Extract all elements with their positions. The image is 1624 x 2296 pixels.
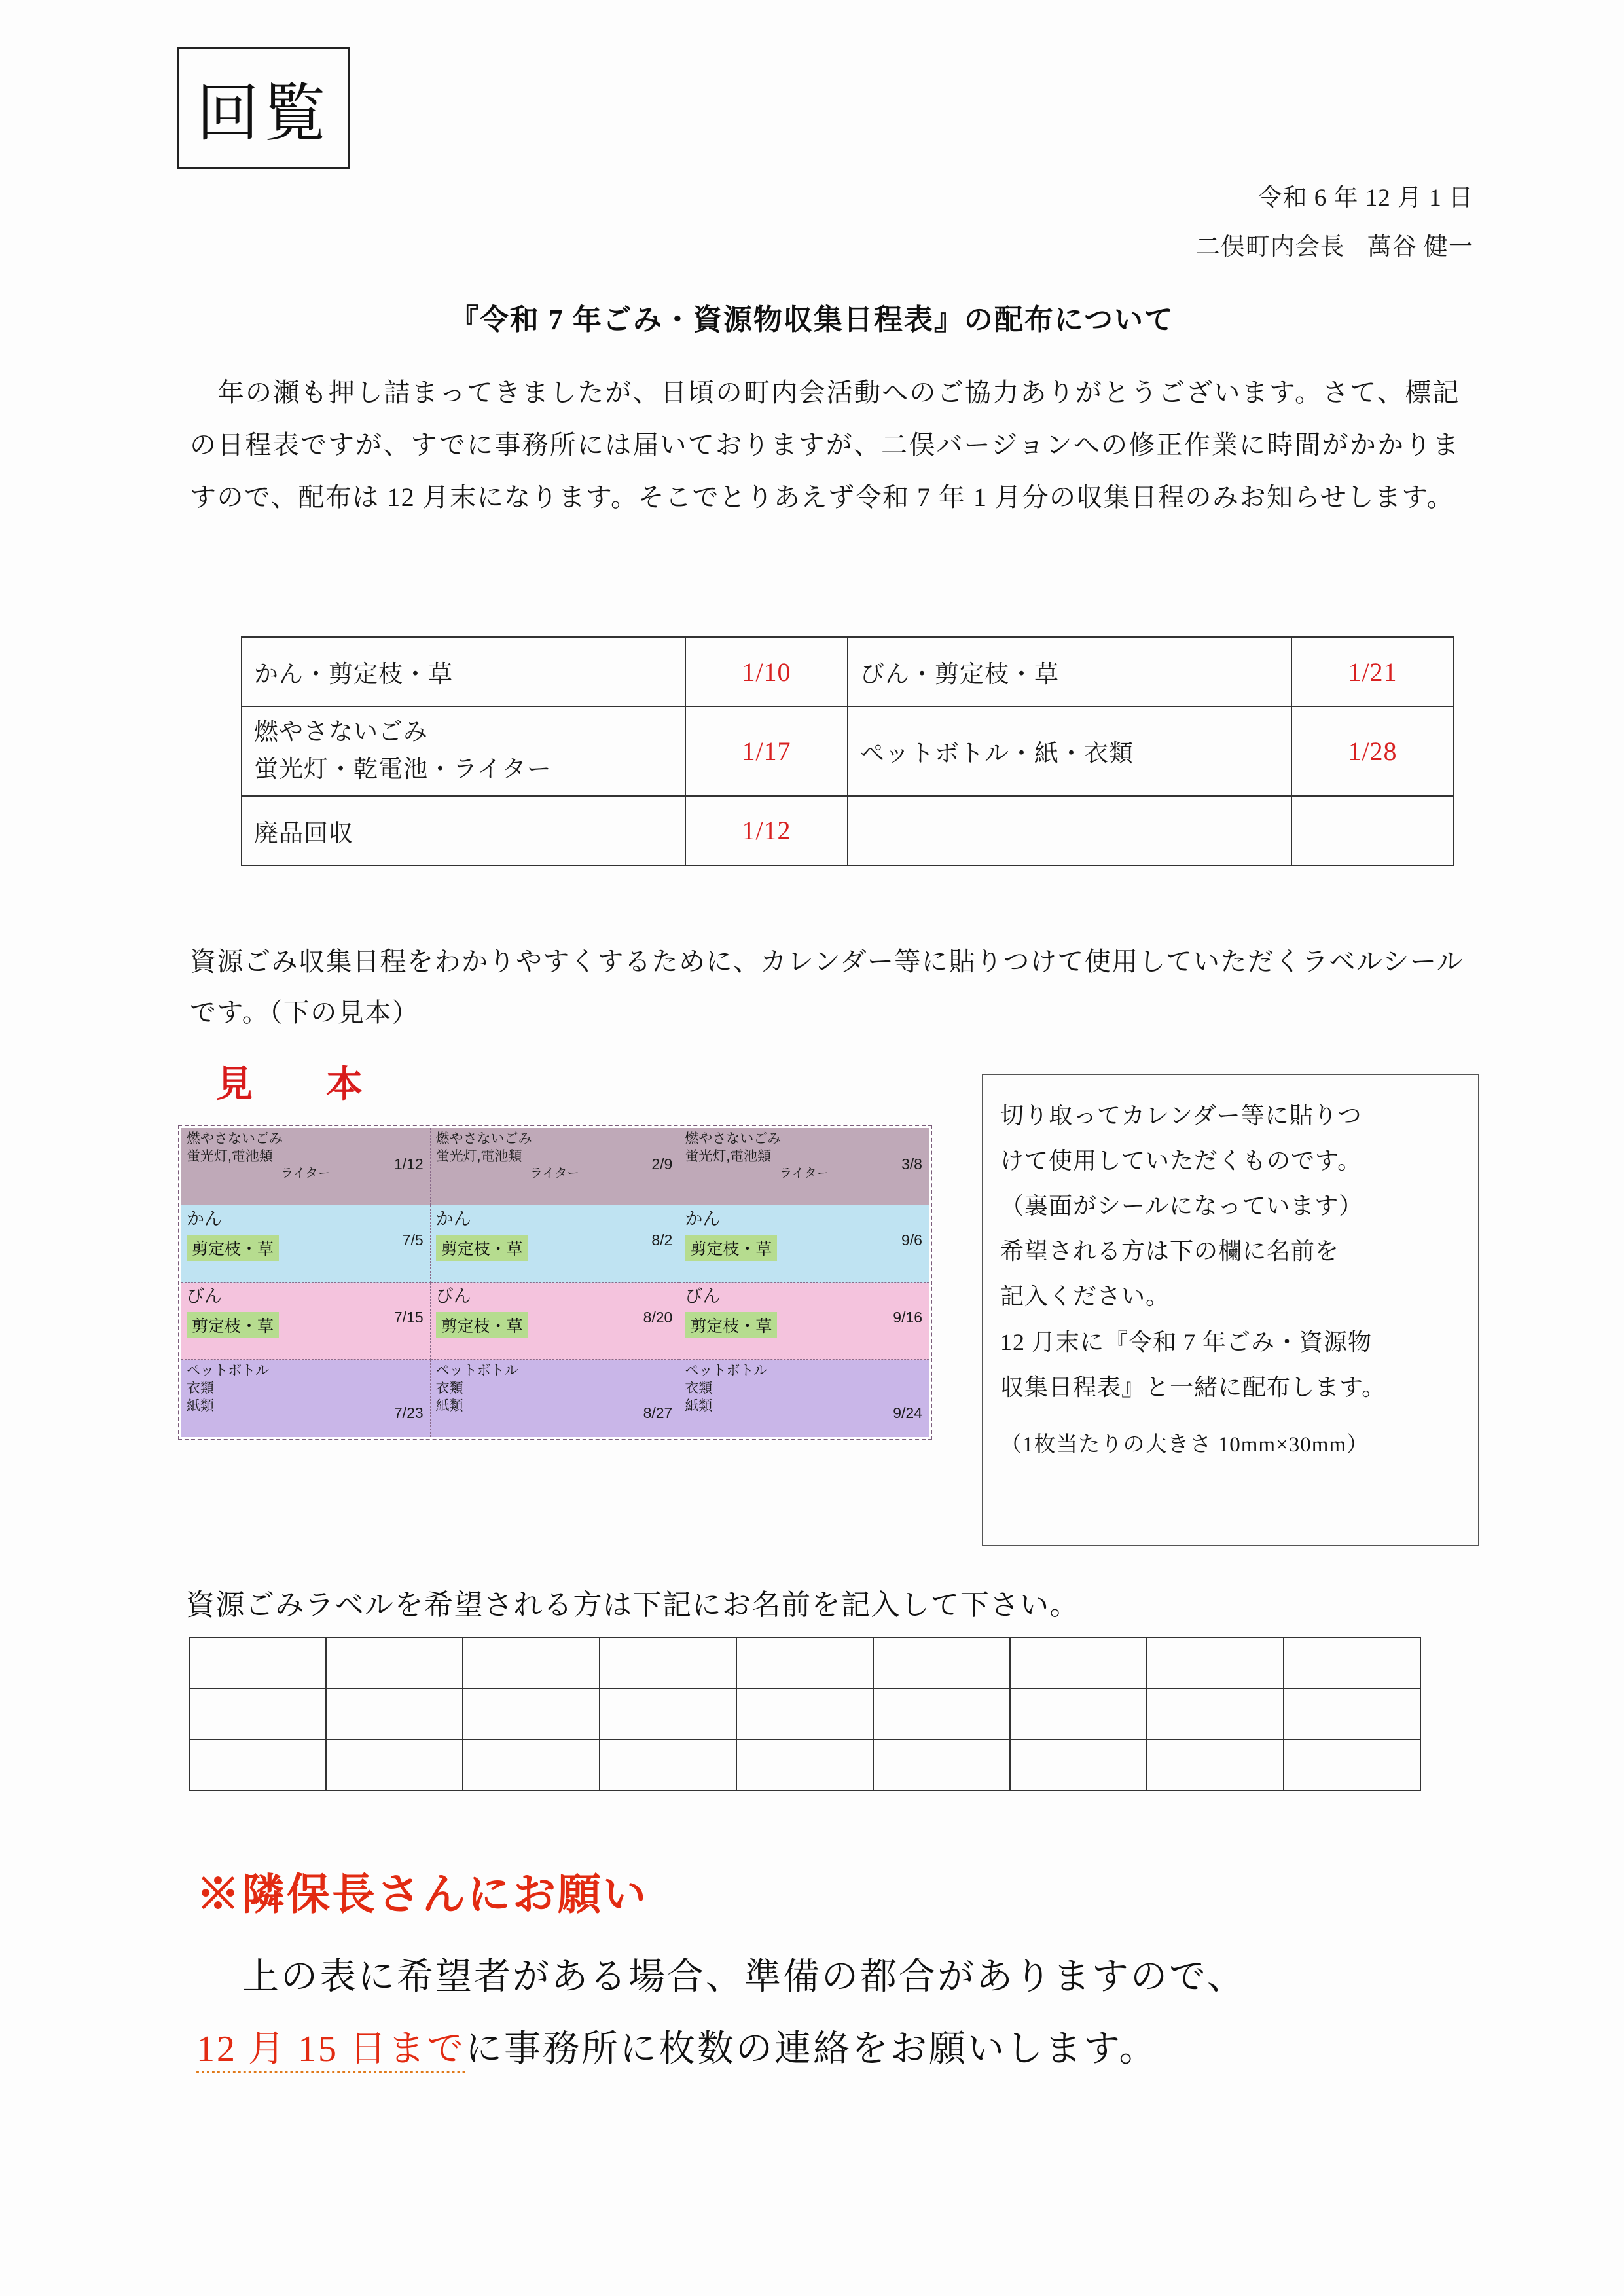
explanation-line5: 記入ください。 bbox=[1000, 1283, 1170, 1310]
row3-right-label bbox=[848, 796, 1291, 866]
name-cell[interactable] bbox=[736, 1637, 873, 1688]
sticker-line2: 衣類 bbox=[685, 1380, 713, 1396]
sticker-cell bbox=[431, 1360, 680, 1437]
sticker-date: 8/27 bbox=[643, 1404, 673, 1421]
sticker-date: 9/16 bbox=[893, 1309, 922, 1326]
row1-left-label: かん・剪定枝・草 bbox=[242, 637, 685, 706]
explanation-box bbox=[982, 1074, 1479, 1546]
name-cell[interactable] bbox=[873, 1637, 1010, 1688]
sticker-date: 8/20 bbox=[643, 1309, 673, 1326]
name-cell[interactable] bbox=[326, 1637, 463, 1688]
sticker-sample-sheet bbox=[178, 1125, 932, 1440]
name-grid-row[interactable] bbox=[189, 1637, 1420, 1688]
sticker-date: 2/9 bbox=[651, 1156, 673, 1173]
row2-left-label-line1: 燃やさないごみ bbox=[254, 719, 428, 746]
row2-left-label-line2: 蛍光灯・乾電池・ライター bbox=[254, 756, 552, 784]
name-cell[interactable] bbox=[189, 1688, 326, 1740]
sticker-line1: 燃やさないごみ bbox=[685, 1131, 782, 1146]
sticker-line1: かん bbox=[435, 1209, 471, 1229]
row2-left-label bbox=[242, 706, 685, 796]
name-grid-row[interactable] bbox=[189, 1740, 1420, 1791]
sticker-cell bbox=[679, 1360, 929, 1437]
explanation-line6: 12 月末に『令和 7 年ごみ・資源物 bbox=[1000, 1328, 1373, 1355]
explanation-line1: 切り取ってカレンダー等に貼りつ bbox=[1000, 1102, 1362, 1129]
sticker-line1: ペットボトル bbox=[435, 1363, 518, 1378]
sticker-line2: 衣類 bbox=[435, 1380, 463, 1396]
sticker-line1: びん bbox=[435, 1286, 471, 1306]
sticker-line2: 蛍光灯,電池類 bbox=[685, 1148, 772, 1164]
name-cell[interactable] bbox=[326, 1740, 463, 1791]
sticker-line2: 剪定枝・草 bbox=[685, 1235, 777, 1261]
explanation-line2: けて使用していただくものです。 bbox=[1000, 1148, 1362, 1175]
page-title: 『令和 7 年ごみ・資源物収集日程表』の配布について bbox=[449, 304, 1175, 336]
sticker-line1: かん bbox=[187, 1209, 222, 1229]
issuer-name: 萬谷 健一 bbox=[1367, 233, 1473, 261]
sticker-date: 7/5 bbox=[402, 1231, 424, 1248]
notice-title: ※隣保長さんにお願い bbox=[196, 1871, 648, 1919]
row2-left-date: 1/17 bbox=[685, 706, 848, 796]
sticker-date: 8/2 bbox=[651, 1231, 673, 1248]
notice-line2 bbox=[196, 2020, 1158, 2072]
name-cell[interactable] bbox=[1010, 1740, 1147, 1791]
sticker-line3: 紙類 bbox=[685, 1398, 713, 1413]
sticker-line3: ライター bbox=[779, 1166, 829, 1180]
sticker-grid bbox=[181, 1128, 929, 1437]
name-cell[interactable] bbox=[1284, 1637, 1420, 1688]
name-cell[interactable] bbox=[189, 1740, 326, 1791]
name-cell[interactable] bbox=[873, 1688, 1010, 1740]
sticker-line2: 蛍光灯,電池類 bbox=[435, 1148, 522, 1164]
sticker-date: 9/24 bbox=[893, 1404, 922, 1421]
sticker-line3: 紙類 bbox=[435, 1398, 463, 1413]
sticker-line1: びん bbox=[187, 1286, 222, 1306]
name-cell[interactable] bbox=[463, 1740, 600, 1791]
document-header bbox=[1196, 177, 1473, 269]
name-cell[interactable] bbox=[189, 1637, 326, 1688]
name-cell[interactable] bbox=[873, 1740, 1010, 1791]
sticker-line3: ライター bbox=[281, 1166, 331, 1180]
name-cell[interactable] bbox=[1010, 1637, 1147, 1688]
sticker-line2: 剪定枝・草 bbox=[436, 1312, 528, 1338]
row3-left-date: 1/12 bbox=[685, 796, 848, 866]
name-cell[interactable] bbox=[1284, 1688, 1420, 1740]
row3-right-date bbox=[1291, 796, 1454, 866]
sticker-line2: 剪定枝・草 bbox=[187, 1235, 279, 1261]
circulation-stamp-label: 回覧 bbox=[196, 76, 330, 150]
sticker-line1: びん bbox=[685, 1286, 721, 1306]
name-request-text: 資源ごみラベルを希望される方は下記にお名前を記入して下さい。 bbox=[186, 1589, 1079, 1621]
sticker-line2: 剪定枝・草 bbox=[187, 1312, 279, 1338]
sticker-date: 7/15 bbox=[393, 1309, 424, 1326]
sticker-line1: 燃やさないごみ bbox=[187, 1131, 283, 1146]
name-grid-row[interactable] bbox=[189, 1688, 1420, 1740]
sticker-cell bbox=[679, 1205, 929, 1283]
january-schedule-table bbox=[241, 636, 1454, 866]
body-paragraph-text: 年の瀬も押し詰まってきましたが、日頃の町内会活動へのご協力ありがとうございます。さて、標記の日程表ですが、すでに事務所には届いておりますが、二俣バージョンへの修正作業に時間がかかりますので、配布は 12 月末になります。そこでとりあえず令和 7 年 1 月分の収集日程のみお知らせします。 bbox=[190, 378, 1460, 512]
name-entry-grid[interactable] bbox=[189, 1637, 1421, 1791]
sticker-cell bbox=[181, 1360, 431, 1437]
sticker-date: 1/12 bbox=[393, 1156, 424, 1173]
name-cell[interactable] bbox=[1010, 1688, 1147, 1740]
explanation-line3: （裏面がシールになっています） bbox=[1000, 1193, 1363, 1220]
name-cell[interactable] bbox=[1284, 1740, 1420, 1791]
sticker-line1: 燃やさないごみ bbox=[435, 1131, 532, 1146]
name-cell[interactable] bbox=[600, 1688, 736, 1740]
explanation-line4: 希望される方は下の欄に名前を bbox=[1000, 1238, 1340, 1265]
sticker-line3: ライター bbox=[530, 1166, 580, 1180]
sticker-cell bbox=[431, 1128, 680, 1205]
sticker-line1: ペットボトル bbox=[685, 1363, 768, 1378]
sticker-cell bbox=[431, 1205, 680, 1283]
sticker-line2: 衣類 bbox=[187, 1380, 214, 1396]
row1-right-date: 1/21 bbox=[1291, 637, 1454, 706]
explanation-line8: （1枚当たりの大きさ 10mm×30mm） bbox=[1000, 1432, 1369, 1457]
sticker-line2: 剪定枝・草 bbox=[685, 1312, 777, 1338]
table-row bbox=[242, 706, 1454, 796]
issuer bbox=[1196, 226, 1473, 270]
explanation-line7: 収集日程表』と一緒に配布します。 bbox=[1000, 1374, 1386, 1400]
sticker-date: 3/8 bbox=[901, 1156, 922, 1173]
sticker-cell bbox=[431, 1283, 680, 1360]
sticker-line2: 蛍光灯,電池類 bbox=[187, 1148, 273, 1164]
row1-left-date: 1/10 bbox=[685, 637, 848, 706]
name-cell[interactable] bbox=[463, 1688, 600, 1740]
sticker-line1: かん bbox=[685, 1209, 721, 1229]
sample-heading: 見 本 bbox=[216, 1065, 381, 1105]
name-cell[interactable] bbox=[1147, 1740, 1284, 1791]
sticker-cell bbox=[181, 1128, 431, 1205]
name-cell[interactable] bbox=[736, 1740, 873, 1791]
name-cell[interactable] bbox=[1147, 1688, 1284, 1740]
sticker-cell bbox=[679, 1128, 929, 1205]
name-cell[interactable] bbox=[600, 1637, 736, 1688]
name-cell[interactable] bbox=[463, 1637, 600, 1688]
label-sheet-note: 資源ごみ収集日程をわかりやすくするために、カレンダー等に貼りつけて使用していただくラベルシールです。（下の見本） bbox=[190, 947, 1464, 1027]
sticker-date: 9/6 bbox=[901, 1231, 922, 1248]
sticker-cell bbox=[679, 1283, 929, 1360]
sticker-line2: 剪定枝・草 bbox=[436, 1235, 528, 1261]
row2-right-label: ペットボトル・紙・衣類 bbox=[848, 706, 1291, 796]
body-paragraph bbox=[190, 367, 1460, 524]
notice-line2-rest: に事務所に枚数の連絡をお願いします。 bbox=[465, 2029, 1158, 2069]
row1-right-label: びん・剪定枝・草 bbox=[848, 637, 1291, 706]
issue-date: 令和 6 年 12 月 1 日 bbox=[1257, 185, 1473, 211]
sticker-date: 7/23 bbox=[393, 1404, 424, 1421]
circulation-stamp bbox=[177, 47, 350, 169]
name-cell[interactable] bbox=[1147, 1637, 1284, 1688]
row3-left-label: 廃品回収 bbox=[242, 796, 685, 866]
sticker-line3: 紙類 bbox=[187, 1398, 214, 1413]
notice-line1: 上の表に希望者がある場合、準備の都合がありますので、 bbox=[242, 1957, 1246, 1997]
row2-right-date: 1/28 bbox=[1291, 706, 1454, 796]
name-cell[interactable] bbox=[736, 1688, 873, 1740]
issuer-org: 二俣町内会長 bbox=[1195, 233, 1345, 261]
name-cell[interactable] bbox=[326, 1688, 463, 1740]
table-row bbox=[242, 796, 1454, 866]
table-row bbox=[242, 637, 1454, 706]
sticker-line1: ペットボトル bbox=[187, 1363, 269, 1378]
notice-deadline: 12 月 15 日まで bbox=[196, 2029, 465, 2073]
name-cell[interactable] bbox=[600, 1740, 736, 1791]
sticker-cell bbox=[181, 1283, 431, 1360]
sticker-cell bbox=[181, 1205, 431, 1283]
